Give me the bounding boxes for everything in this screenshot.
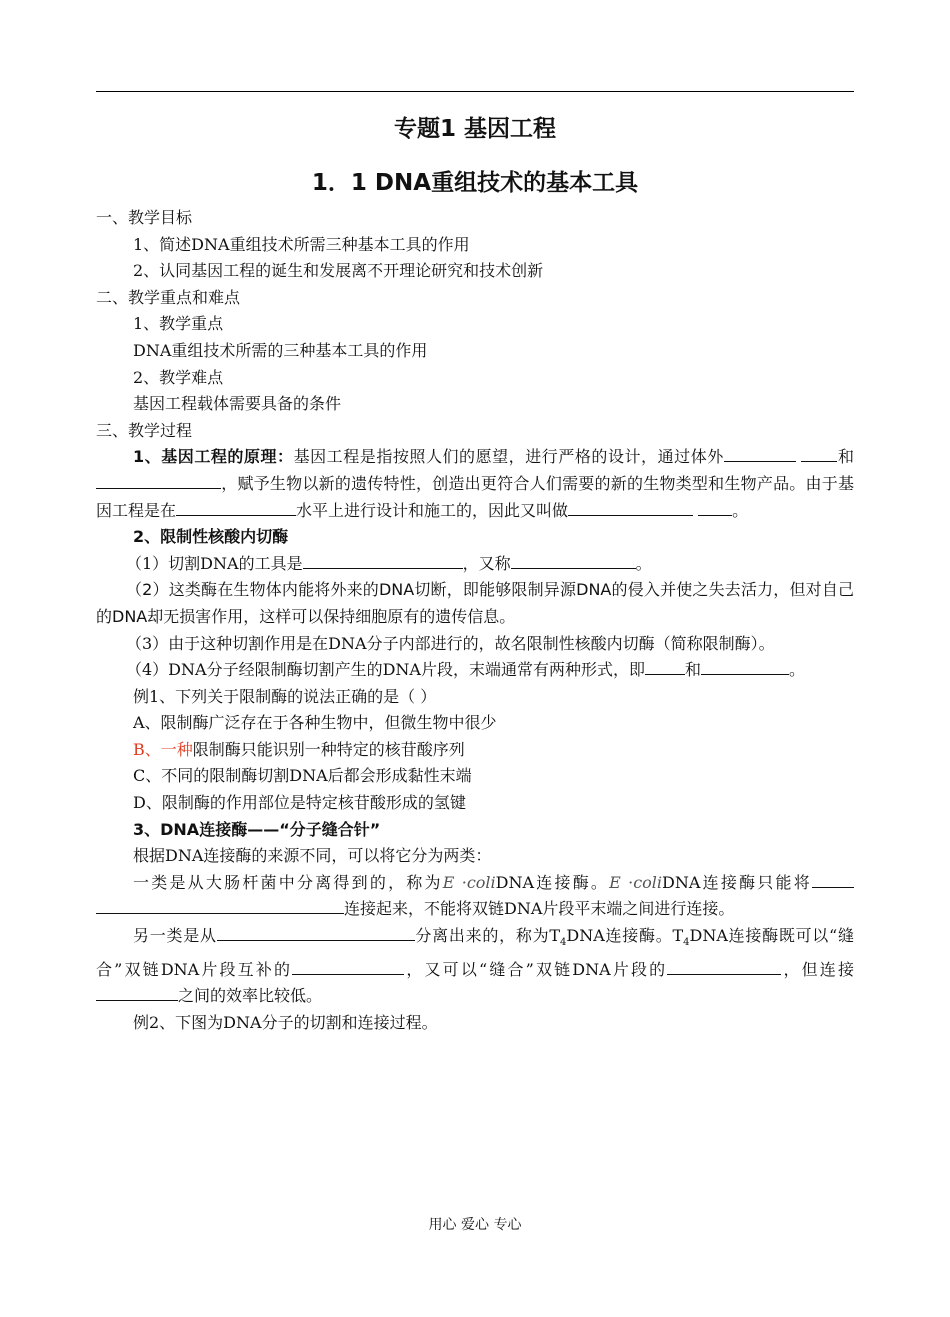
keypoints-heading: 二、教学重点和难点 (96, 287, 241, 307)
fill-blank[interactable] (701, 658, 789, 675)
ligase-heading: 3、DNA连接酶——“分子缝合针” (133, 819, 381, 839)
difficulty-label: 2、教学难点 (133, 367, 224, 387)
item-text: ，又可以“缝合”双链DNA片段的 (404, 959, 668, 979)
item-text: 分离出来的，称为T (414, 926, 560, 946)
page-title: 专题1 基因工程 (393, 116, 556, 142)
restriction-item-1 (96, 551, 854, 578)
ligase-intro: 根据DNA连接酶的来源不同，可以将它分为两类： (133, 846, 492, 866)
principle-text: ，赋予生物以新的遗传特性，创造出更符合人们需要的新的生物类型和生物产品。由于基因工程是在 (96, 473, 854, 520)
principle-text: 。 (732, 500, 749, 520)
item-text: （4）DNA分子经限制酶切割产生的DNA片段，末端通常有两种形式，即 (126, 660, 645, 680)
item-text: DNA连接酶。T (566, 926, 684, 946)
item-text: ，又称 (462, 553, 511, 573)
principle-paragraph (96, 444, 854, 524)
fill-blank[interactable] (96, 897, 344, 914)
ligase-paragraph-2 (96, 923, 854, 1010)
fill-blank[interactable] (511, 552, 636, 569)
option-b (96, 737, 854, 764)
ecoli-label: E ·coli (609, 872, 663, 892)
subscript: 4 (560, 937, 567, 949)
restriction-item-4 (96, 657, 854, 684)
option-a: A、限制酶广泛存在于各种生物中，但微生物中很少 (133, 713, 497, 733)
item-text: ，但连接 (781, 959, 854, 979)
item-text: 。 (635, 553, 652, 573)
fill-blank[interactable] (812, 871, 854, 888)
fill-blank[interactable] (96, 472, 221, 489)
ligase-paragraph-1 (96, 870, 854, 923)
option-d: D、限制酶的作用部位是特定核苷酸形成的氢键 (133, 793, 466, 813)
item-text: DNA连接酶既可以“缝合”双链DNA片段互补的 (96, 926, 854, 979)
restriction-item-3: （3）由于这种切割作用是在DNA分子内部进行的，故名限制性核酸内切酶（简称限制酶）。 (126, 633, 775, 653)
item-text: 之间的效率比较低。 (178, 986, 323, 1006)
option-c: C、不同的限制酶切割DNA后都会形成黏性末端 (133, 766, 472, 786)
fill-blank[interactable] (724, 445, 796, 462)
fill-blank[interactable] (217, 924, 415, 941)
restriction-heading: 2、限制性核酸内切酶 (133, 527, 289, 547)
page-footer: 用心 爱心 专心 (428, 1217, 522, 1233)
document-body (96, 205, 854, 1037)
principle-label: 1、基因工程的原理： (133, 447, 294, 467)
fill-blank[interactable] (645, 658, 685, 675)
item-text: 。 (788, 660, 805, 680)
item-text: 一类是从大肠杆菌中分离得到的，称为 (133, 872, 443, 892)
item-text: DNA连接酶只能将 (662, 872, 812, 892)
example-1-question: 例1、下列关于限制酶的说法正确的是（ ） (133, 686, 437, 706)
item-text: 和 (684, 660, 701, 680)
fill-blank[interactable] (96, 984, 178, 1001)
objective-item: 1、简述DNA重组技术所需三种基本工具的作用 (133, 234, 470, 254)
subscript: 4 (683, 937, 690, 949)
principle-text: 和 (837, 447, 854, 467)
difficulty-text: 基因工程载体需要具备的条件 (133, 394, 342, 414)
item-text: （1）切割DNA的工具是 (126, 553, 303, 573)
principle-text: 基因工程是指按照人们的愿望，进行严格的设计，通过体外 (293, 447, 724, 467)
item-text: 另一类是从 (133, 926, 217, 946)
section-title: 1．1 DNA重组技术的基本工具 (311, 170, 639, 196)
fill-blank[interactable] (303, 552, 463, 569)
fill-blank[interactable] (667, 958, 781, 975)
option-b-text: 限制酶只能识别一种特定的核苷酸序列 (192, 739, 465, 759)
item-text: DNA连接酶。 (495, 872, 610, 892)
process-heading: 三、教学过程 (96, 420, 193, 440)
option-b-highlight: B、一种 (133, 739, 193, 759)
objectives-heading: 一、教学目标 (96, 208, 193, 227)
ecoli-label: E ·coli (442, 872, 496, 892)
fill-blank[interactable] (801, 445, 837, 462)
fill-blank[interactable] (292, 958, 404, 975)
objective-item: 2、认同基因工程的诞生和发展离不开理论研究和技术创新 (133, 261, 544, 281)
principle-text: 水平上进行设计和施工的，因此又叫做 (296, 500, 569, 520)
header-rule (96, 91, 854, 92)
item-text: 连接起来，不能将双链DNA片段平末端之间进行连接。 (344, 899, 735, 919)
restriction-item-2: （2）这类酶在生物体内能将外来的DNA切断，即能够限制异源DNA的侵入并使之失去活力，但对自己的DNA却无损害作用，这样可以保持细胞原有的遗传信息。 (96, 580, 854, 626)
focus-label: 1、教学重点 (133, 314, 224, 334)
fill-blank[interactable] (176, 499, 296, 516)
focus-text: DNA重组技术所需的三种基本工具的作用 (133, 340, 428, 360)
example-2: 例2、下图为DNA分子的切割和连接过程。 (133, 1013, 438, 1032)
fill-blank[interactable] (698, 499, 732, 516)
fill-blank[interactable] (568, 499, 693, 516)
